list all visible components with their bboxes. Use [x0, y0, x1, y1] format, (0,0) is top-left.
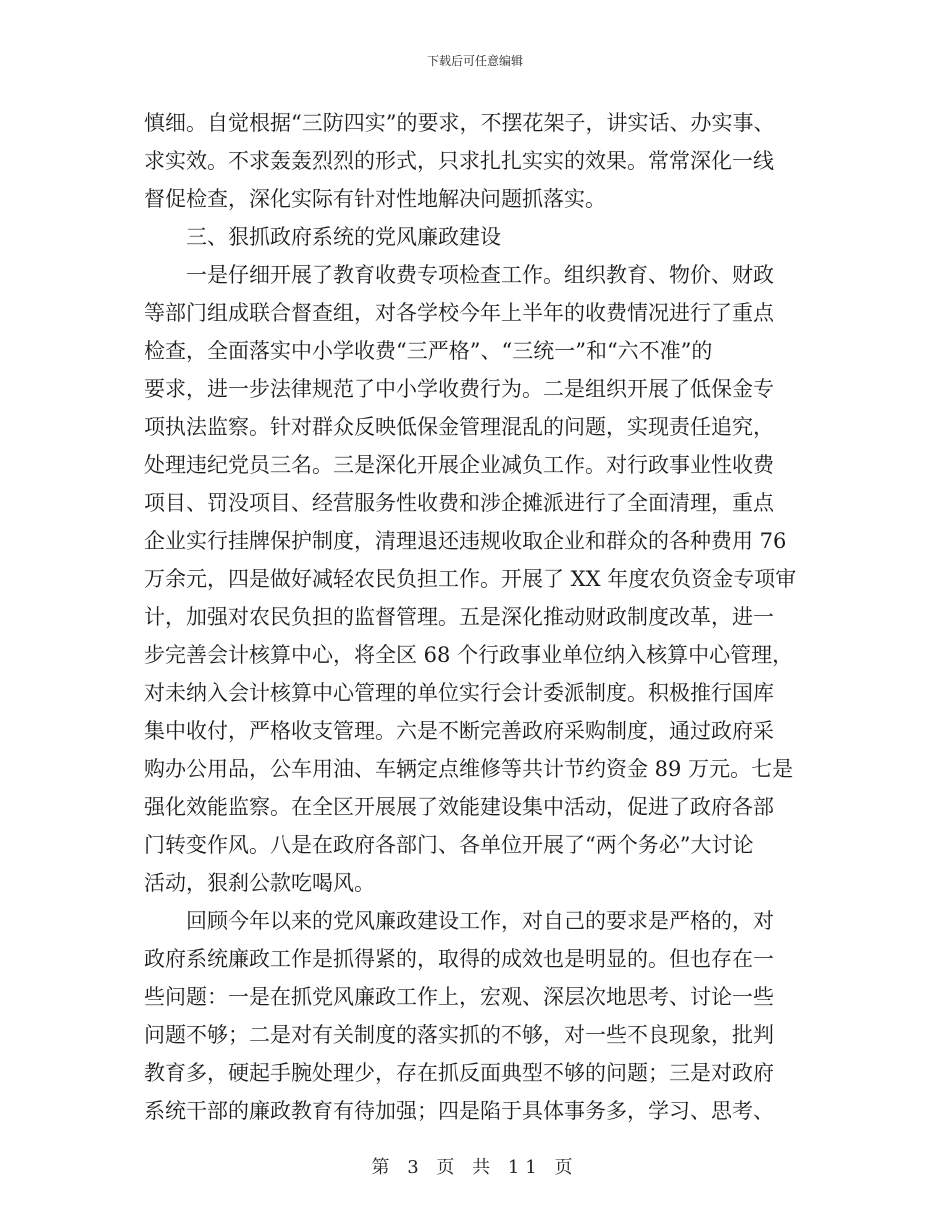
document-body: [144, 104, 804, 1130]
body-line: 系统干部的廉政教育有待加强；四是陷于具体事务多，学习、思考、: [144, 1099, 774, 1123]
body-line: 集中收付，严格收支管理。六是不断完善政府采购制度，通过政府采: [144, 719, 774, 743]
body-line: 强化效能监察。在全区开展展了效能建设集中活动，促进了政府各部: [144, 795, 774, 819]
body-line: 求实效。不求轰轰烈烈的形式，只求扎扎实实的效果。常常深化一线: [144, 149, 774, 173]
body-line: 对未纳入会计核算中心管理的单位实行会计委派制度。积极推行国库: [144, 681, 774, 705]
body-line: 一是仔细开展了教育收费专项检查工作。组织教育、物价、财政: [186, 263, 774, 287]
body-line: 督促检查，深化实际有针对性地解决问题抓落实。: [144, 187, 606, 211]
body-line: 活动，狠刹公款吃喝风。: [144, 871, 375, 895]
body-line: 项目、罚没项目、经营服务性收费和涉企摊派进行了全面清理，重点: [144, 491, 774, 515]
body-line: 些问题：一是在抓党风廉政工作上，宏观、深层次地思考、讨论一些: [144, 985, 774, 1009]
section-heading: 三、狠抓政府系统的党风廉政建设: [186, 225, 501, 249]
body-line: 检查，全面落实中小学收费“三严格”、“三统一”和“六不准”的: [144, 339, 713, 363]
page-header: 下载后可任意编辑: [426, 54, 523, 68]
body-line: 万余元，四是做好减轻农民负担工作。开展了 XX 年度农负资金专项审: [144, 567, 797, 591]
body-line: 门转变作风。八是在政府各部门、各单位开展了“两个务必”大讨论: [144, 833, 754, 857]
body-line: 回顾今年以来的党风廉政建设工作，对自己的要求是严格的，对: [186, 909, 774, 933]
body-line: 计，加强对农民负担的监督管理。五是深化推动财政制度改革，进一: [144, 605, 774, 629]
body-line: 问题不够；二是对有关制度的落实抓的不够，对一些不良现象，批判: [144, 1023, 774, 1047]
page-footer: 第 3 页 共 11 页: [371, 1157, 579, 1178]
body-line: 要求，进一步法律规范了中小学收费行为。二是组织开展了低保金专: [144, 377, 774, 401]
body-line: 企业实行挂牌保护制度，清理退还违规收取企业和群众的各种费用 76: [144, 529, 787, 553]
body-line: 步完善会计核算中心，将全区 68 个行政事业单位纳入核算中心管理，: [144, 643, 794, 667]
body-line: 处理违纪党员三名。三是深化开展企业减负工作。对行政事业性收费: [144, 453, 774, 477]
body-line: 项执法监察。针对群众反映低保金管理混乱的问题，实现责任追究，: [144, 415, 774, 439]
body-line: 慎细。自觉根据“三防四实”的要求，不摆花架子，讲实话、办实事、: [144, 111, 775, 135]
body-line: 购办公用品，公车用油、车辆定点维修等共计节约资金 89 万元。七是: [144, 757, 794, 781]
body-line: 政府系统廉政工作是抓得紧的，取得的成效也是明显的。但也存在一: [144, 947, 774, 971]
body-line: 等部门组成联合督查组，对各学校今年上半年的收费情况进行了重点: [144, 301, 774, 325]
body-line: 教育多，硬起手腕处理少，存在抓反面典型不够的问题；三是对政府: [144, 1061, 774, 1085]
